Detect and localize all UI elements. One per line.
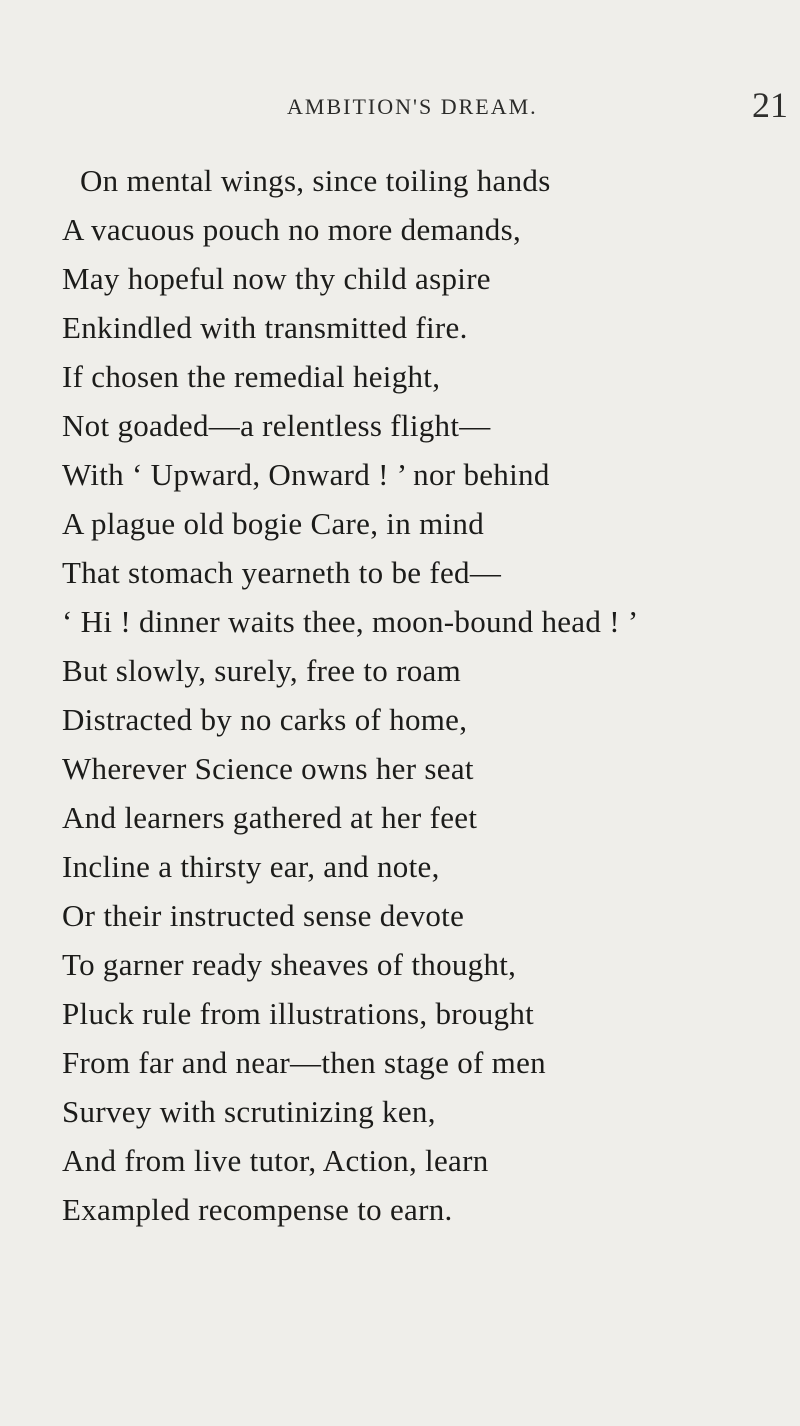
- poem-line: A vacuous pouch no more demands,: [62, 212, 522, 247]
- poem-line: May hopeful now thy child aspire: [62, 261, 491, 296]
- poem-line: On mental wings, since toiling hands: [80, 163, 551, 198]
- poem-line: ‘ Hi ! dinner waits thee, moon-bound head ! ’: [62, 604, 639, 639]
- running-title: AMBITION'S DREAM.: [287, 94, 538, 119]
- poem-line: Survey with scrutinizing ken,: [62, 1094, 436, 1129]
- poem-line: That stomach yearneth to be fed—: [62, 555, 502, 590]
- poem-line: Pluck rule from illustrations, brought: [62, 996, 535, 1031]
- poem-line: And from live tutor, Action, learn: [62, 1143, 489, 1178]
- poem-line: To garner ready sheaves of thought,: [62, 947, 517, 982]
- page-header: [0, 86, 800, 126]
- poem-line: But slowly, surely, free to roam: [62, 653, 462, 688]
- poem-line: Or their instructed sense devote: [62, 898, 465, 933]
- poem-line: From far and near—then stage of men: [62, 1045, 546, 1080]
- poem-line: A plague old bogie Care, in mind: [62, 506, 484, 541]
- poem-line: With ‘ Upward, Onward ! ’ nor behind: [62, 457, 550, 492]
- poem-line: Not goaded—a relentless flight—: [62, 408, 491, 443]
- poem-line: If chosen the remedial height,: [62, 359, 441, 394]
- page-number: 21: [752, 85, 788, 125]
- poem-line: And learners gathered at her feet: [62, 800, 478, 835]
- poem-line: Wherever Science owns her seat: [62, 751, 474, 786]
- poem-line: Incline a thirsty ear, and note,: [62, 849, 440, 884]
- poem-line: Enkindled with transmitted fire.: [62, 310, 468, 345]
- poem-line: Distracted by no carks of home,: [62, 702, 468, 737]
- poem-line: Exampled recompense to earn.: [62, 1192, 453, 1227]
- poem-text: [62, 156, 782, 1234]
